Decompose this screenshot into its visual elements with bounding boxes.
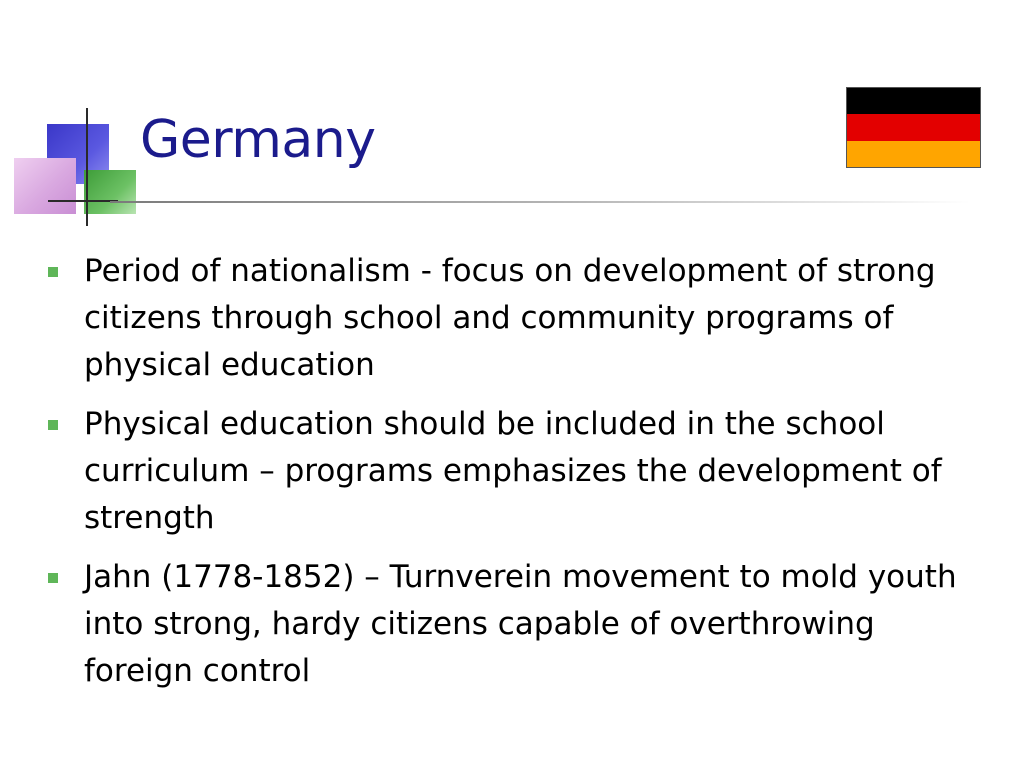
green-square-decoration bbox=[84, 170, 136, 214]
bullet-list bbox=[48, 248, 958, 707]
flag-stripe-black bbox=[847, 88, 980, 114]
decorative-squares bbox=[0, 0, 150, 240]
square-bullet-icon bbox=[48, 420, 58, 430]
bullet-text: Physical education should be included in the school curriculum – programs emphasizes the development of strength bbox=[84, 406, 942, 536]
flag-stripe-gold bbox=[847, 141, 980, 167]
square-bullet-icon bbox=[48, 267, 58, 277]
bullet-text: Period of nationalism - focus on development of strong citizens through school and community programs of physical education bbox=[84, 253, 936, 383]
bullet-text: Jahn (1778-1852) – Turnverein movement to mold youth into strong, hardy citizens capable of overthrowing foreign control bbox=[84, 559, 957, 689]
germany-flag-image bbox=[846, 87, 981, 168]
slide-title: Germany bbox=[140, 110, 376, 170]
square-bullet-icon bbox=[48, 573, 58, 583]
title-underline-rule bbox=[110, 201, 970, 203]
bullet-item bbox=[48, 401, 958, 542]
bullet-item bbox=[48, 248, 958, 389]
flag-stripe-red bbox=[847, 114, 980, 140]
vertical-line-decoration bbox=[86, 108, 88, 226]
pink-square-decoration bbox=[14, 158, 76, 214]
horizontal-line-decoration bbox=[48, 200, 118, 202]
bullet-item bbox=[48, 554, 958, 695]
